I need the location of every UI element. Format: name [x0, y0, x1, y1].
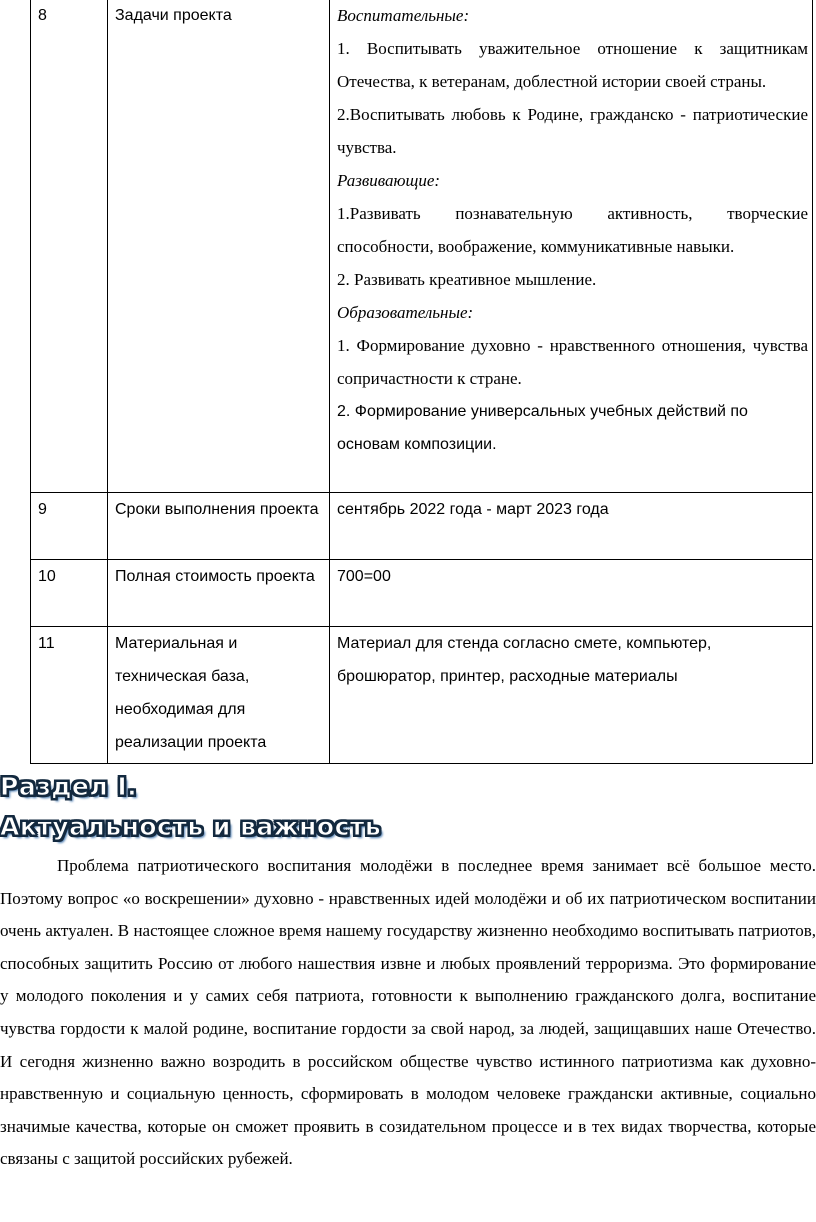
row-number: 8: [31, 0, 108, 493]
row-number: 10: [31, 560, 108, 627]
developing-task-1: 1.Развивать познавательную активность, творческие способности, воображение, коммуникативные навыки.: [337, 204, 808, 256]
developing-heading: Развивающие:: [337, 171, 441, 190]
upbringing-heading: Воспитательные:: [337, 6, 470, 25]
educational-task-2: 2. Формирование универсальных учебных действий по основам композиции.: [337, 403, 748, 453]
row-label: Задачи проекта: [108, 0, 330, 493]
row-value: [330, 0, 813, 493]
row-number: 11: [31, 627, 108, 764]
table-row: [31, 627, 813, 764]
table-row: [31, 560, 813, 627]
row-label: Сроки выполнения проекта: [108, 493, 330, 560]
section-subtitle: Актуальность и важность: [0, 812, 382, 841]
row-label: Полная стоимость проекта: [108, 560, 330, 627]
section-title: Раздел I.: [0, 772, 138, 801]
body-paragraph: Проблема патриотического воспитания молодёжи в последнее время занимает всё большое место. Поэтому вопрос «о воскрешении» духовно - нравственных идей молодёжи и об их патриотическом воспитании очень актуален. В настоящее сложное время нашему государству жизненно необходимо воспитывать патриотов, способных защитить Россию от любого нашествия извне и любых проявлений терроризма. Это формирование у молодого поколения и у самих себя патриота, готовности к выполнению гражданского долга, воспитание чувства гордости к малой родине, воспитание гордости за свой народ, за людей, защищавших наше Отечество. И сегодня жизненно важно возродить в российском обществе чувство истинного патриотизма как духовно-нравственную и социальную ценность, сформировать в молодом человеке граждански активные, социально значимые качества, которые он сможет проявить в созидательном процессе и в тех видах творчества, которые связаны с защитой российских рубежей.: [0, 856, 816, 1169]
upbringing-task-2: 2.Воспитывать любовь к Родине, гражданско - патриотические чувства.: [337, 105, 808, 157]
row-value: сентябрь 2022 года - март 2023 года: [337, 501, 609, 518]
row-label: Материальная и техническая база, необходимая для реализации проекта: [108, 627, 330, 764]
row-value: Материал для стенда согласно смете, компьютер, брошюратор, принтер, расходные материалы: [337, 635, 712, 685]
table-row: [31, 0, 813, 493]
educational-task-1: 1. Формирование духовно - нравственного отношения, чувства сопричастности к стране.: [337, 336, 808, 388]
educational-heading: Образовательные:: [337, 303, 474, 322]
project-table: [30, 0, 813, 764]
row-value: 700=00: [337, 568, 391, 585]
row-number: 9: [31, 493, 108, 560]
table-row: [31, 493, 813, 560]
developing-task-2: 2. Развивать креативное мышление.: [337, 270, 597, 289]
upbringing-task-1: 1. Воспитывать уважительное отношение к защитникам Отечества, к ветеранам, доблестной истории своей страны.: [337, 39, 808, 91]
